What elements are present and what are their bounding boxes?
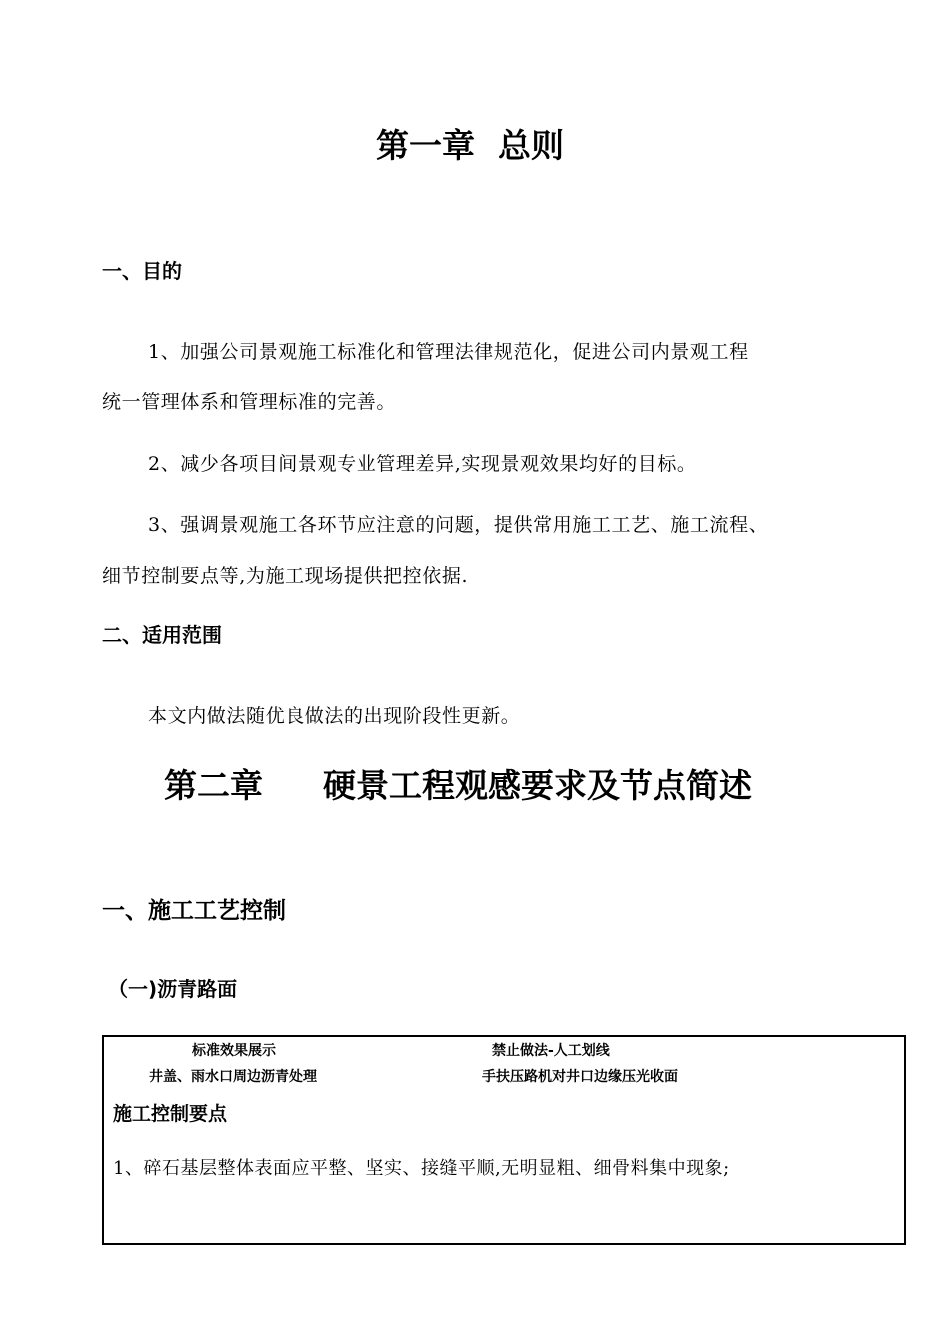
standard-effect-caption: 井盖、雨水口周边沥青处理: [149, 1069, 317, 1085]
paragraph-1-line-2: 统一管理体系和管理标准的完善。: [102, 391, 397, 413]
paragraph-3-line-1: 3、强调景观施工各环节应注意的问题，提供常用施工工艺、施工流程、: [148, 514, 769, 536]
prohibited-practice-label: 禁止做法-人工划线: [492, 1043, 610, 1059]
section-heading-purpose: 一、目的: [102, 259, 182, 283]
chapter1-title: 第一章 总则: [376, 126, 564, 165]
control-point-1: 1、碎石基层整体表面应平整、坚实、接缝平顺,无明显粗、细骨料集中现象;: [113, 1158, 730, 1179]
section-heading-scope: 二、适用范围: [102, 623, 222, 647]
chapter2-title-main: 硬景工程观感要求及节点简述: [323, 766, 752, 805]
paragraph-3-line-2: 细节控制要点等,为施工现场提供把控依据.: [102, 565, 469, 587]
subheading-asphalt-road: （一)沥青路面: [108, 977, 238, 1001]
paragraph-1-line-1: 1、加强公司景观施工标准化和管理法律规范化，促进公司内景观工程: [148, 341, 749, 363]
standard-effect-label: 标准效果展示: [192, 1043, 276, 1059]
control-points-table: [102, 1035, 906, 1245]
chapter2-title-prefix: 第二章: [164, 766, 263, 805]
section-heading-construction-control: 一、施工工艺控制: [102, 898, 286, 924]
control-points-heading: 施工控制要点: [113, 1103, 228, 1125]
prohibited-practice-caption: 手扶压路机对井口边缘压光收面: [482, 1069, 678, 1085]
scope-paragraph: 本文内做法随优良做法的出现阶段性更新。: [148, 705, 521, 727]
paragraph-2: 2、减少各项目间景观专业管理差异,实现景观效果均好的目标。: [148, 453, 697, 475]
